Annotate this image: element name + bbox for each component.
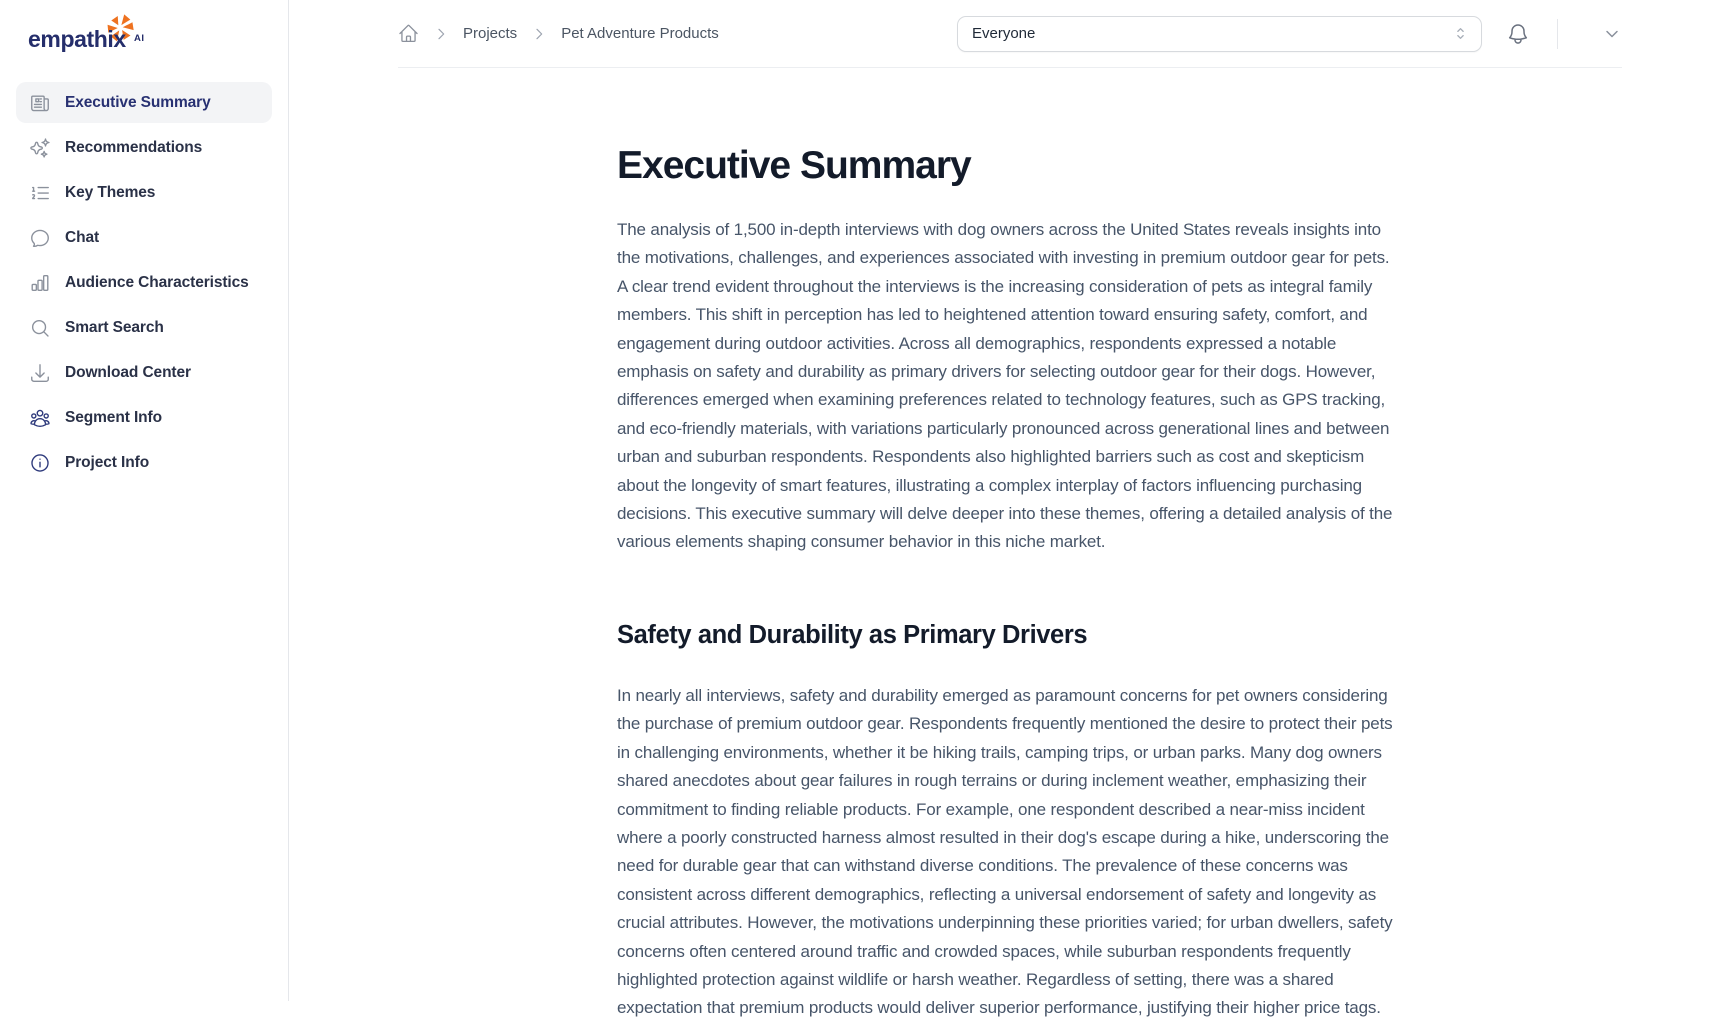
sidebar-item-key-themes[interactable] bbox=[16, 172, 272, 213]
sparkles-icon bbox=[29, 137, 51, 159]
main-area bbox=[289, 0, 1731, 1018]
sidebar-item-label: Smart Search bbox=[65, 318, 164, 336]
ordered-list-icon bbox=[29, 182, 51, 204]
chevron-right-icon bbox=[531, 26, 547, 42]
sidebar-item-recommendations[interactable] bbox=[16, 127, 272, 168]
notifications-button[interactable] bbox=[1506, 22, 1530, 46]
top-bar bbox=[398, 0, 1622, 68]
user-group-icon bbox=[29, 407, 51, 429]
intro-paragraph: The analysis of 1,500 in-depth interviews with dog owners across the United States reveals insights into the motivations, challenges, and experiences associated with investing in premium outdoor gear for pets. A clear trend evident throughout the interviews is the increasing consideration of pets as integral family members. This shift in perception has led to heightened attention toward ensuring safety, comfort, and engagement during outdoor activities. Across all demographics, respondents expressed a notable emphasis on safety and durability as primary drivers for selecting outdoor gear for their dogs. However, differences emerged when examining preferences related to technology features, such as GPS tracking, and eco-friendly materials, with variations particularly pronounced across generational lines and between urban and suburban respondents. Respondents also highlighted barriers such as cost and skepticism about the longevity of smart features, illustrating a complex interplay of factors influencing purchasing decisions. This executive summary will delve deeper into these themes, offering a detailed analysis of the various elements shaping consumer behavior in this niche market. bbox=[617, 220, 1393, 552]
chevron-right-icon bbox=[433, 26, 449, 42]
bell-icon bbox=[1506, 22, 1530, 46]
header-controls bbox=[957, 16, 1622, 52]
section-heading: Safety and Durability as Primary Drivers bbox=[617, 620, 1088, 649]
document bbox=[617, 68, 1403, 1023]
sidebar-item-smart-search[interactable] bbox=[16, 307, 272, 348]
info-circle-icon bbox=[29, 452, 51, 474]
sidebar-item-label: Download Center bbox=[65, 363, 191, 381]
sidebar-item-label: Executive Summary bbox=[65, 93, 211, 111]
sidebar-item-segment-info[interactable] bbox=[16, 397, 272, 438]
header-divider bbox=[1557, 19, 1558, 49]
audience-select-value: Everyone bbox=[972, 25, 1036, 42]
sidebar-item-label: Segment Info bbox=[65, 408, 162, 426]
chevron-up-down-icon bbox=[1452, 25, 1469, 42]
page-title: Executive Summary bbox=[617, 144, 971, 187]
chevron-down-icon bbox=[1602, 24, 1622, 44]
bar-chart-icon bbox=[29, 272, 51, 294]
sidebar-nav bbox=[16, 82, 272, 483]
breadcrumb-current-page: Pet Adventure Products bbox=[561, 25, 719, 42]
sidebar-item-chat[interactable] bbox=[16, 217, 272, 258]
sidebar-item-label: Chat bbox=[65, 228, 100, 246]
search-icon bbox=[29, 317, 51, 339]
sidebar-item-audience-characteristics[interactable] bbox=[16, 262, 272, 303]
newspaper-icon bbox=[29, 92, 51, 114]
section-paragraph: In nearly all interviews, safety and durability emerged as paramount concerns for pet owners considering the purchase of premium outdoor gear. Respondents frequently mentioned the desire to protect their pets in challenging environments, whether it be hiking trails, camping trips, or urban parks. Many dog owners shared anecdotes about gear failures in rough terrains or during inclement weather, emphasizing their commitment to finding reliable products. For example, one respondent described a near-miss incident where a poorly constructed harness almost resulted in their dog's escape during a hike, underscoring the need for durable gear that can withstand diverse conditions. The prevalence of these concerns was consistent across different demographics, reflecting a universal endorsement of safety and longevity as crucial attributes. However, the motivations underpinning these priorities varied; for urban dwellers, safety concerns often centered around traffic and crowded spaces, while suburban respondents frequently highlighted protection against wildlife or harsh weather. Regardless of setting, there was a shared expectation that premium products would deliver superior performance, justifying their higher price tags. bbox=[617, 685, 1393, 1018]
sidebar-item-label: Audience Characteristics bbox=[65, 273, 249, 291]
breadcrumb-projects[interactable]: Projects bbox=[463, 25, 518, 42]
audience-select[interactable] bbox=[957, 16, 1482, 52]
brand-suffix: AI bbox=[134, 33, 145, 44]
sidebar-item-label: Project Info bbox=[65, 453, 150, 471]
chat-bubble-icon bbox=[29, 227, 51, 249]
download-icon bbox=[29, 362, 51, 384]
sidebar bbox=[0, 0, 289, 1001]
sidebar-item-label: Recommendations bbox=[65, 138, 203, 156]
breadcrumb bbox=[398, 23, 719, 44]
user-menu-button[interactable] bbox=[1602, 24, 1622, 44]
app-logo[interactable] bbox=[16, 10, 272, 56]
brand-name: empathix bbox=[28, 26, 126, 52]
sidebar-item-download-center[interactable] bbox=[16, 352, 272, 393]
sidebar-item-label: Key Themes bbox=[65, 183, 156, 201]
sidebar-item-project-info[interactable] bbox=[16, 442, 272, 483]
home-icon[interactable] bbox=[398, 23, 419, 44]
sidebar-item-executive-summary[interactable] bbox=[16, 82, 272, 123]
